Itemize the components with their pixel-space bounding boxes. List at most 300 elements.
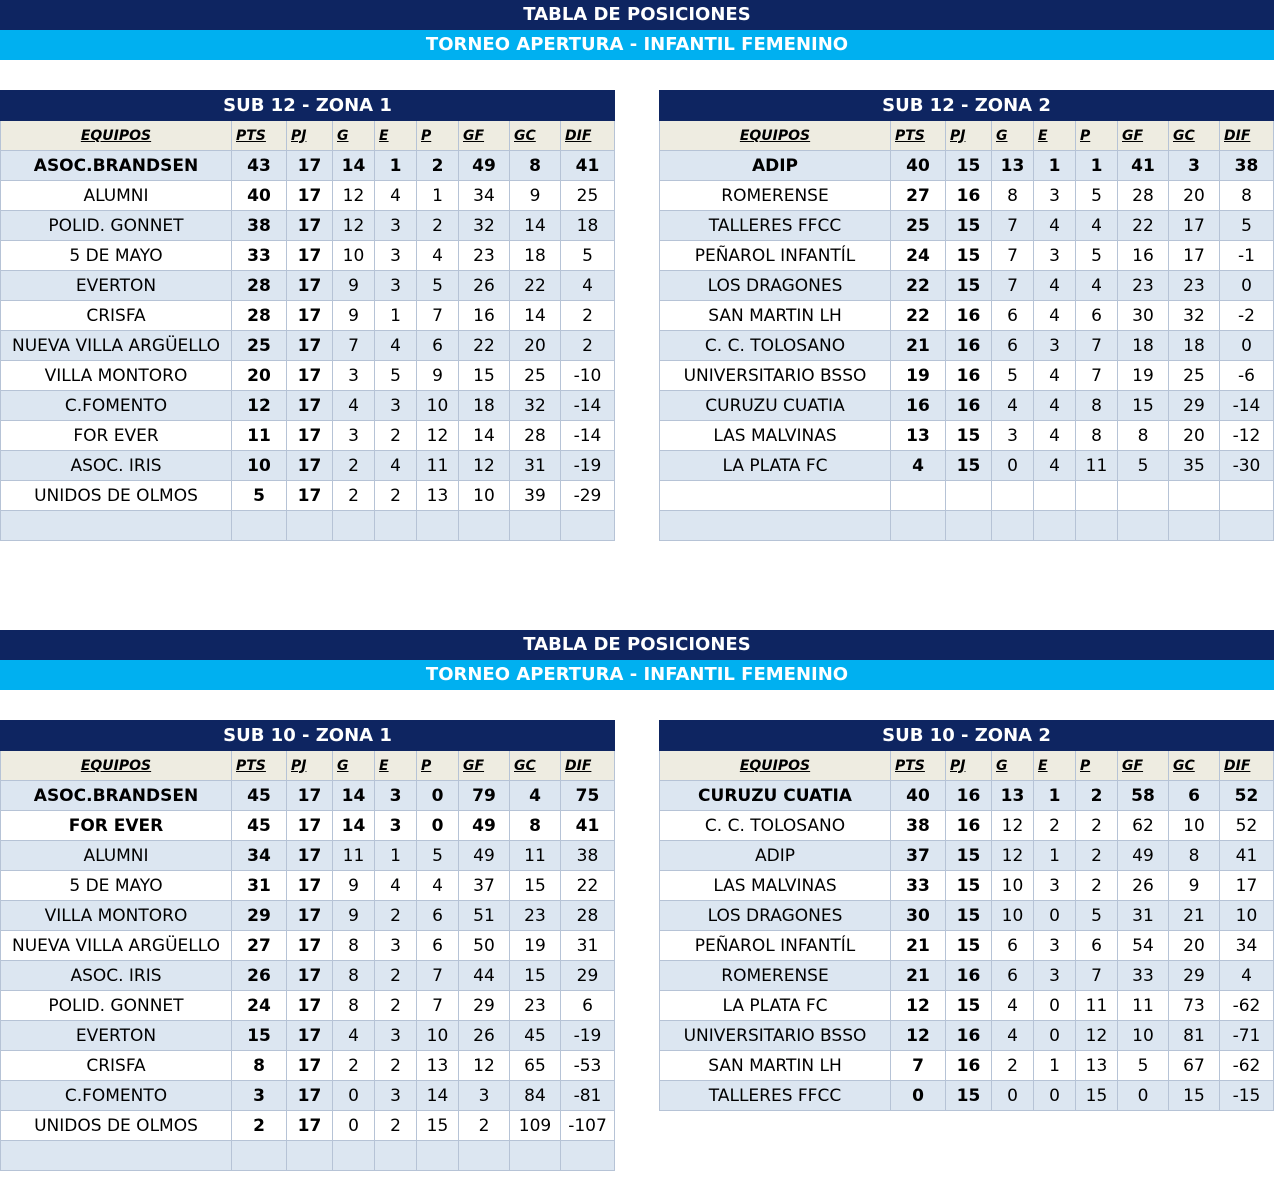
table-row [660, 871, 1274, 901]
cell-gf: 62 [1118, 811, 1169, 841]
column-header-pts: PTS [232, 121, 287, 151]
cell-pj: 17 [287, 211, 333, 241]
cell-pts: 40 [232, 181, 287, 211]
cell-gf: 11 [1118, 991, 1169, 1021]
column-header-p: P [417, 751, 459, 781]
cell-p: 6 [1076, 301, 1118, 331]
cell-p: 4 [1076, 271, 1118, 301]
cell-gf: 33 [1118, 961, 1169, 991]
cell-gc: 10 [1169, 811, 1220, 841]
cell-gf: 49 [459, 151, 510, 181]
column-header-e: E [375, 751, 417, 781]
table-row [1, 451, 615, 481]
cell-e: 3 [1034, 871, 1076, 901]
cell-p: 13 [417, 1051, 459, 1081]
column-header-e: E [1034, 121, 1076, 151]
cell-team: ADIP [660, 841, 891, 871]
cell-p: 10 [417, 391, 459, 421]
table-row [660, 781, 1274, 811]
cell-p: 0 [417, 811, 459, 841]
cell-pts: 11 [232, 421, 287, 451]
cell-pts: 28 [232, 271, 287, 301]
cell-gc: 11 [510, 841, 561, 871]
cell-g: 6 [992, 931, 1034, 961]
cell-pj: 15 [946, 151, 992, 181]
cell-gf: 23 [459, 241, 510, 271]
cell-team: ASOC. IRIS [1, 961, 232, 991]
cell-gf [1118, 511, 1169, 541]
cell-team: ASOC.BRANDSEN [1, 781, 232, 811]
cell-team: ASOC.BRANDSEN [1, 151, 232, 181]
cell-gf: 50 [459, 931, 510, 961]
cell-g: 7 [992, 241, 1034, 271]
cell-gc: 6 [1169, 781, 1220, 811]
column-header-team: EQUIPOS [1, 751, 232, 781]
cell-e: 1 [1034, 841, 1076, 871]
cell-gc [510, 511, 561, 541]
cell-dif [1220, 511, 1274, 541]
column-header-p: P [1076, 751, 1118, 781]
table-row [1, 361, 615, 391]
cell-gf: 5 [1118, 1051, 1169, 1081]
cell-gf: 8 [1118, 421, 1169, 451]
table-row [660, 181, 1274, 211]
cell-gc: 109 [510, 1111, 561, 1141]
cell-gf: 37 [459, 871, 510, 901]
cell-gc: 81 [1169, 1021, 1220, 1051]
table-row [660, 961, 1274, 991]
column-header-team: EQUIPOS [1, 121, 232, 151]
cell-dif: -62 [1220, 1051, 1274, 1081]
table-row [1, 271, 615, 301]
cell-pts: 3 [232, 1081, 287, 1111]
column-header-pts: PTS [232, 751, 287, 781]
cell-dif: 31 [561, 931, 615, 961]
cell-pts: 28 [232, 301, 287, 331]
cell-p: 2 [417, 151, 459, 181]
cell-g [333, 1141, 375, 1171]
cell-pts [232, 1141, 287, 1171]
cell-gc [510, 1141, 561, 1171]
cell-g: 7 [992, 211, 1034, 241]
table-row [660, 211, 1274, 241]
cell-dif: -30 [1220, 451, 1274, 481]
cell-dif [1220, 481, 1274, 511]
cell-pj: 17 [287, 841, 333, 871]
cell-pj: 15 [946, 451, 992, 481]
column-header-gf: GF [459, 751, 510, 781]
cell-p: 9 [417, 361, 459, 391]
cell-e: 4 [1034, 271, 1076, 301]
cell-gc: 29 [1169, 391, 1220, 421]
table-row [1, 1141, 615, 1171]
cell-pj: 15 [946, 211, 992, 241]
table-row [660, 151, 1274, 181]
table-row [1, 301, 615, 331]
cell-pts: 5 [232, 481, 287, 511]
cell-p: 7 [417, 991, 459, 1021]
cell-gf: 28 [1118, 181, 1169, 211]
cell-pj: 15 [946, 271, 992, 301]
cell-g: 7 [333, 331, 375, 361]
cell-team: UNIVERSITARIO BSSO [660, 1021, 891, 1051]
cell-p: 4 [1076, 211, 1118, 241]
cell-dif: 10 [1220, 901, 1274, 931]
cell-dif: 25 [561, 181, 615, 211]
cell-pts: 21 [891, 931, 946, 961]
cell-gf: 12 [459, 1051, 510, 1081]
column-header-g: G [992, 121, 1034, 151]
cell-gf: 30 [1118, 301, 1169, 331]
cell-team [660, 511, 891, 541]
column-header-p: P [417, 121, 459, 151]
cell-dif: -12 [1220, 421, 1274, 451]
table-row [1, 511, 615, 541]
cell-pts: 25 [891, 211, 946, 241]
cell-gc: 8 [510, 151, 561, 181]
cell-gf: 3 [459, 1081, 510, 1111]
cell-pts: 12 [891, 1021, 946, 1051]
column-header-dif: DIF [1220, 121, 1274, 151]
cell-g: 4 [333, 391, 375, 421]
cell-pts: 40 [891, 781, 946, 811]
cell-gc: 23 [1169, 271, 1220, 301]
table-row [660, 451, 1274, 481]
cell-p: 2 [1076, 841, 1118, 871]
cell-team [1, 1141, 232, 1171]
table-row [1, 241, 615, 271]
cell-gc: 8 [510, 811, 561, 841]
cell-e: 4 [1034, 391, 1076, 421]
cell-pj: 17 [287, 1111, 333, 1141]
cell-gf: 18 [1118, 331, 1169, 361]
cell-pts: 13 [891, 421, 946, 451]
cell-e: 3 [1034, 931, 1076, 961]
cell-gf: 22 [1118, 211, 1169, 241]
cell-pj: 17 [287, 181, 333, 211]
cell-gc: 15 [510, 871, 561, 901]
cell-gf: 2 [459, 1111, 510, 1141]
cell-pj: 17 [287, 1051, 333, 1081]
cell-p: 15 [417, 1111, 459, 1141]
table-row [660, 511, 1274, 541]
cell-dif: 4 [1220, 961, 1274, 991]
cell-dif: -19 [561, 451, 615, 481]
cell-gc: 73 [1169, 991, 1220, 1021]
column-header-dif: DIF [561, 121, 615, 151]
cell-e: 1 [1034, 151, 1076, 181]
cell-g [992, 481, 1034, 511]
cell-pj: 15 [946, 991, 992, 1021]
column-header-p: P [1076, 121, 1118, 151]
cell-e: 0 [1034, 991, 1076, 1021]
table-row [660, 331, 1274, 361]
column-header-g: G [992, 751, 1034, 781]
cell-dif: -10 [561, 361, 615, 391]
cell-g: 9 [333, 301, 375, 331]
cell-gf: 51 [459, 901, 510, 931]
cell-dif: -14 [561, 421, 615, 451]
cell-pts: 12 [891, 991, 946, 1021]
cell-g: 4 [992, 991, 1034, 1021]
cell-gc: 23 [510, 991, 561, 1021]
cell-pts: 10 [232, 451, 287, 481]
cell-p: 0 [417, 781, 459, 811]
cell-dif: -81 [561, 1081, 615, 1111]
cell-pj: 17 [287, 481, 333, 511]
cell-team: C. C. TOLOSANO [660, 811, 891, 841]
cell-pts: 22 [891, 301, 946, 331]
cell-pts: 19 [891, 361, 946, 391]
cell-dif: 0 [1220, 271, 1274, 301]
cell-team: EVERTON [1, 1021, 232, 1051]
column-header-dif: DIF [1220, 751, 1274, 781]
cell-g: 2 [333, 481, 375, 511]
cell-gc: 65 [510, 1051, 561, 1081]
table-row [660, 241, 1274, 271]
table-sub10-zona2 [659, 720, 1274, 1111]
cell-pj: 16 [946, 811, 992, 841]
table-sub12-zona2 [659, 90, 1274, 541]
table-row [1, 901, 615, 931]
cell-p: 1 [1076, 151, 1118, 181]
table-row [660, 811, 1274, 841]
cell-gf [459, 511, 510, 541]
cell-pj: 17 [287, 421, 333, 451]
table-row [1, 841, 615, 871]
cell-p: 5 [1076, 241, 1118, 271]
cell-pts: 43 [232, 151, 287, 181]
cell-pts: 27 [891, 181, 946, 211]
standings-table [659, 90, 1274, 541]
table-row [1, 391, 615, 421]
cell-pj: 16 [946, 781, 992, 811]
table-title: SUB 12 - ZONA 2 [660, 91, 1274, 121]
cell-p: 8 [1076, 391, 1118, 421]
cell-pts: 30 [891, 901, 946, 931]
table-row [1, 961, 615, 991]
cell-e: 3 [375, 211, 417, 241]
column-header-e: E [1034, 751, 1076, 781]
cell-e: 1 [375, 151, 417, 181]
cell-dif: -19 [561, 1021, 615, 1051]
cell-team [660, 481, 891, 511]
cell-dif: 52 [1220, 781, 1274, 811]
table-row [660, 931, 1274, 961]
cell-dif: -2 [1220, 301, 1274, 331]
cell-gf: 10 [459, 481, 510, 511]
cell-gf: 58 [1118, 781, 1169, 811]
cell-pts: 45 [232, 781, 287, 811]
cell-e: 5 [375, 361, 417, 391]
cell-g: 6 [992, 961, 1034, 991]
cell-dif: -14 [561, 391, 615, 421]
cell-g: 4 [992, 1021, 1034, 1051]
cell-pj: 17 [287, 271, 333, 301]
cell-gc: 15 [510, 961, 561, 991]
cell-gc: 8 [1169, 841, 1220, 871]
cell-team: NUEVA VILLA ARGÜELLO [1, 931, 232, 961]
table-title: SUB 10 - ZONA 2 [660, 721, 1274, 751]
cell-e: 2 [375, 1111, 417, 1141]
table-row [1, 871, 615, 901]
cell-pj: 17 [287, 871, 333, 901]
cell-dif: 41 [561, 151, 615, 181]
cell-pj [946, 511, 992, 541]
cell-pts: 25 [232, 331, 287, 361]
column-header-pts: PTS [891, 121, 946, 151]
cell-team: SAN MARTIN LH [660, 1051, 891, 1081]
cell-g: 13 [992, 781, 1034, 811]
cell-team: FOR EVER [1, 811, 232, 841]
cell-g: 14 [333, 151, 375, 181]
cell-g: 12 [992, 811, 1034, 841]
cell-gc: 4 [510, 781, 561, 811]
cell-gf: 29 [459, 991, 510, 1021]
cell-e: 2 [375, 1051, 417, 1081]
cell-g: 4 [333, 1021, 375, 1051]
section-2-title: TABLA DE POSICIONES [0, 630, 1274, 660]
column-header-gc: GC [1169, 121, 1220, 151]
table-row [1, 991, 615, 1021]
cell-team: FOR EVER [1, 421, 232, 451]
cell-pts: 45 [232, 811, 287, 841]
cell-e: 2 [375, 481, 417, 511]
cell-pj: 17 [287, 331, 333, 361]
cell-g: 7 [992, 271, 1034, 301]
cell-team: 5 DE MAYO [1, 241, 232, 271]
column-header-g: G [333, 751, 375, 781]
cell-pts: 7 [891, 1051, 946, 1081]
cell-pts: 26 [232, 961, 287, 991]
cell-pj: 16 [946, 1051, 992, 1081]
column-header-pts: PTS [891, 751, 946, 781]
cell-pj: 16 [946, 301, 992, 331]
table-row [660, 481, 1274, 511]
cell-team: UNIDOS DE OLMOS [1, 1111, 232, 1141]
cell-pj: 15 [946, 901, 992, 931]
cell-dif: 38 [561, 841, 615, 871]
cell-team: LA PLATA FC [660, 451, 891, 481]
cell-e: 4 [1034, 451, 1076, 481]
cell-p: 5 [1076, 181, 1118, 211]
cell-gf: 26 [1118, 871, 1169, 901]
cell-dif: 41 [1220, 841, 1274, 871]
cell-gf: 54 [1118, 931, 1169, 961]
cell-e: 4 [1034, 211, 1076, 241]
cell-pts [232, 511, 287, 541]
cell-g: 6 [992, 331, 1034, 361]
cell-e: 2 [375, 901, 417, 931]
cell-team: POLID. GONNET [1, 211, 232, 241]
cell-g: 3 [333, 361, 375, 391]
table-row [1, 421, 615, 451]
cell-pts: 34 [232, 841, 287, 871]
cell-pts: 37 [891, 841, 946, 871]
cell-pts: 33 [232, 241, 287, 271]
cell-g: 11 [333, 841, 375, 871]
cell-e: 0 [1034, 1021, 1076, 1051]
cell-gc: 25 [510, 361, 561, 391]
cell-team: SAN MARTIN LH [660, 301, 891, 331]
cell-team: ADIP [660, 151, 891, 181]
cell-pj: 17 [287, 361, 333, 391]
cell-pts: 24 [232, 991, 287, 1021]
cell-pts: 27 [232, 931, 287, 961]
cell-p: 2 [1076, 811, 1118, 841]
table-row [1, 811, 615, 841]
cell-gf: 23 [1118, 271, 1169, 301]
cell-e: 4 [375, 451, 417, 481]
cell-dif: 52 [1220, 811, 1274, 841]
cell-e: 0 [1034, 1081, 1076, 1111]
cell-dif: 8 [1220, 181, 1274, 211]
cell-gc: 23 [510, 901, 561, 931]
cell-team: POLID. GONNET [1, 991, 232, 1021]
cell-gf: 12 [459, 451, 510, 481]
cell-e: 1 [375, 841, 417, 871]
cell-g: 2 [333, 451, 375, 481]
cell-pts: 21 [891, 331, 946, 361]
cell-e: 4 [375, 871, 417, 901]
cell-dif: -29 [561, 481, 615, 511]
cell-gc: 20 [1169, 181, 1220, 211]
cell-g: 2 [992, 1051, 1034, 1081]
cell-team: UNIDOS DE OLMOS [1, 481, 232, 511]
cell-p: 7 [1076, 961, 1118, 991]
cell-p: 7 [1076, 331, 1118, 361]
cell-dif: -6 [1220, 361, 1274, 391]
table-row [660, 421, 1274, 451]
column-header-team: EQUIPOS [660, 121, 891, 151]
cell-p: 6 [417, 901, 459, 931]
cell-gc: 9 [1169, 871, 1220, 901]
cell-team: NUEVA VILLA ARGÜELLO [1, 331, 232, 361]
cell-dif: -15 [1220, 1081, 1274, 1111]
cell-pts: 33 [891, 871, 946, 901]
cell-dif: -62 [1220, 991, 1274, 1021]
cell-pj: 17 [287, 301, 333, 331]
cell-pj: 16 [946, 331, 992, 361]
cell-gf: 22 [459, 331, 510, 361]
cell-gc: 19 [510, 931, 561, 961]
cell-pts: 31 [232, 871, 287, 901]
cell-team: LOS DRAGONES [660, 271, 891, 301]
cell-gc [1169, 511, 1220, 541]
section-1-title: TABLA DE POSICIONES [0, 0, 1274, 30]
cell-p: 11 [1076, 991, 1118, 1021]
column-header-pj: PJ [287, 121, 333, 151]
cell-e: 4 [1034, 421, 1076, 451]
cell-pj: 16 [946, 961, 992, 991]
cell-team: CURUZU CUATIA [660, 781, 891, 811]
cell-e: 3 [1034, 241, 1076, 271]
cell-p [1076, 511, 1118, 541]
cell-e: 3 [375, 271, 417, 301]
table-row [660, 301, 1274, 331]
cell-team: LAS MALVINAS [660, 421, 891, 451]
column-header-team: EQUIPOS [660, 751, 891, 781]
table-row [660, 991, 1274, 1021]
cell-e: 4 [375, 181, 417, 211]
cell-g: 2 [333, 1051, 375, 1081]
cell-e: 2 [375, 991, 417, 1021]
cell-pj: 17 [287, 931, 333, 961]
cell-dif: 4 [561, 271, 615, 301]
cell-g: 12 [992, 841, 1034, 871]
cell-g: 9 [333, 871, 375, 901]
cell-pj: 16 [946, 1021, 992, 1051]
